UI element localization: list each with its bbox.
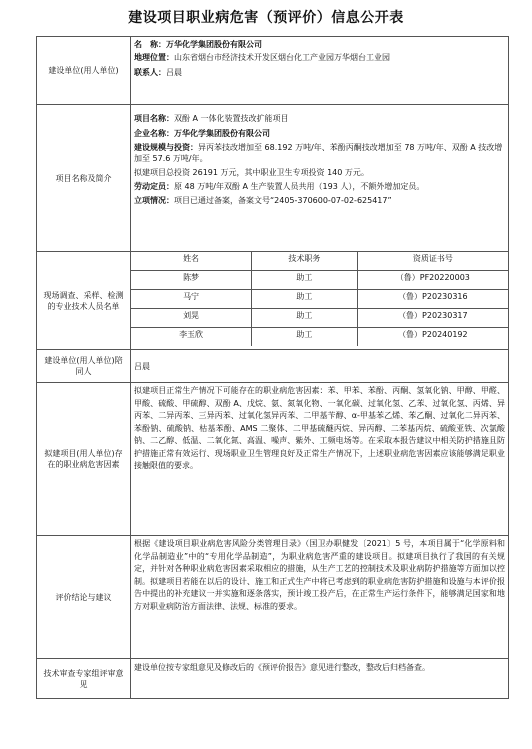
hazards-row bbox=[37, 383, 509, 536]
project-approval-value: 项目已通过备案，备案文号“2405-370600-07-02-625417” bbox=[174, 196, 392, 205]
staff-name: 马宁 bbox=[131, 290, 252, 309]
project-row bbox=[37, 105, 509, 252]
hazards-text: 拟建项目正常生产情况下可能存在的职业病危害因素：苯、甲苯、苯酚、丙酮、氢氧化钠、甲醇、甲醛、甲酸、硫酸、甲硫醇、双酚 A、戊烷、氨、氮氧化物、一氧化碳、过氧化氢、乙苯、过氧化氢、丙烯、异丙苯、二异丙苯、三异丙苯、过氧化氢异丙苯、二甲基苄醇、α-甲基苯乙烯、苯乙酮、过氧化二异丙苯、苯酚钠、硫酸钠、枯基苯酚、AMS 二聚体、二甲基硫醚丙烷、异丙醇、二苯基丙烷、硫酸亚铁、次氯酸钠、二乙醇、低温、二氧化氮、高温、噪声、紫外、工频电场等。在采取本报告建议中相关防护措施且防护措施正常有效运行、现场职业卫生管理良好及正常生产情况下，上述职业病危害因素应该能够满足职业接触限值的要求。 bbox=[131, 383, 509, 536]
unit-address-value: 山东省烟台市经济技术开发区烟台化工产业园万华烟台工业园 bbox=[174, 53, 390, 62]
project-name-line bbox=[134, 113, 505, 124]
staff-label: 现场调查、采样、检测的专业技术人员名单 bbox=[37, 252, 131, 350]
staff-cert: （鲁）P20230316 bbox=[357, 290, 508, 309]
unit-address-key: 地理位置： bbox=[134, 53, 174, 62]
staff-cert: （鲁）P20230317 bbox=[357, 309, 508, 328]
project-name-value: 双酚 A 一体化装置技改扩能项目 bbox=[174, 114, 289, 123]
unit-name-key: 名 称： bbox=[134, 40, 166, 49]
escort-row bbox=[37, 350, 509, 383]
page-title: 建设项目职业病危害（预评价）信息公开表 bbox=[128, 10, 404, 26]
unit-name-value: 万华化学集团股份有限公司 bbox=[166, 40, 262, 49]
staff-name: 刘晃 bbox=[131, 309, 252, 328]
staff-header-title: 技术职务 bbox=[252, 252, 358, 271]
escort-label: 建设单位(用人单位)陪同人 bbox=[37, 350, 131, 383]
staff-title: 助工 bbox=[252, 290, 358, 309]
project-enterprise-key: 企业名称： bbox=[134, 129, 174, 138]
unit-contact-value: 吕晨 bbox=[166, 68, 182, 77]
project-label: 项目名称及简介 bbox=[37, 105, 131, 252]
staff-cell bbox=[131, 252, 509, 350]
hazards-label: 拟建项目(用人单位)存在的职业病危害因素 bbox=[37, 383, 131, 536]
project-name-key: 项目名称： bbox=[134, 114, 174, 123]
project-scale-value: 异丙苯技改增加至 68.192 万吨/年、苯酚丙酮技改增加至 78 万吨/年、双酚 A 技改增加至 57.6 万吨/年。 bbox=[134, 143, 503, 163]
project-cell bbox=[131, 105, 509, 252]
project-approval-key: 立项情况： bbox=[134, 196, 174, 205]
staff-name: 陈梦 bbox=[131, 271, 252, 290]
review-row bbox=[37, 659, 509, 699]
unit-address-line bbox=[134, 52, 505, 63]
conclusion-text: 根据《建设项目职业病危害风险分类管理目录》（国卫办职健发〔2021〕5 号，本项目属于“化学原料和化学品制造业”中的“专用化学品制造”，为职业病危害严重的建设项目。拟建项目执行了我国的有关规定，并针对各种职业病危害因素采取相应的措施，从生产工艺的控制技术及职业病防护措施等方面加以控制。拟建项目若能在以后的设计、施工和正式生产中将已考虑到的职业病危害防护措施和设施与本评价报告中提出的补充建议一并实施和逐条落实，预计竣工投产后，在正常生产运行条件下，能够满足国家和地方对职业病防治方面法律、法规、标准的要求。 bbox=[131, 536, 509, 659]
info-table bbox=[36, 36, 509, 699]
unit-row bbox=[37, 37, 509, 105]
conclusion-row bbox=[37, 536, 509, 659]
staff-row-item bbox=[131, 309, 508, 328]
project-labor-line bbox=[134, 181, 505, 192]
unit-contact-key: 联系人： bbox=[134, 68, 166, 77]
staff-title: 助工 bbox=[252, 328, 358, 347]
staff-header-row bbox=[131, 252, 508, 271]
staff-cert: （鲁）PF20220003 bbox=[357, 271, 508, 290]
staff-row-item bbox=[131, 328, 508, 347]
project-scale-key: 建设规模与投资： bbox=[134, 143, 198, 152]
staff-title: 助工 bbox=[252, 271, 358, 290]
conclusion-label: 评价结论与建议 bbox=[37, 536, 131, 659]
staff-table bbox=[131, 252, 508, 346]
project-approval-line bbox=[134, 195, 505, 206]
staff-header-name: 姓名 bbox=[131, 252, 252, 271]
unit-label: 建设单位(用人单位) bbox=[37, 37, 131, 105]
staff-header-cert: 资质证书号 bbox=[357, 252, 508, 271]
review-label: 技术审查专家组评审意见 bbox=[37, 659, 131, 699]
staff-name: 李玉欣 bbox=[131, 328, 252, 347]
project-enterprise-line bbox=[134, 128, 505, 139]
escort-value: 吕晨 bbox=[131, 350, 509, 383]
staff-cert: （鲁）P20240192 bbox=[357, 328, 508, 347]
staff-title: 助工 bbox=[252, 309, 358, 328]
staff-row-item bbox=[131, 290, 508, 309]
project-scale-line bbox=[134, 142, 505, 164]
unit-contact-line bbox=[134, 67, 505, 78]
review-text: 建设单位按专家组意见及修改后的《预评价报告》意见进行整改，整改后归档备查。 bbox=[131, 659, 509, 699]
project-investment-line: 拟建项目总投资 26191 万元，其中职业卫生专项投资 140 万元。 bbox=[134, 168, 369, 177]
project-labor-key: 劳动定员： bbox=[134, 182, 174, 191]
unit-cell bbox=[131, 37, 509, 105]
staff-row-item bbox=[131, 271, 508, 290]
unit-name-line bbox=[134, 39, 505, 50]
project-enterprise-value: 万华化学集团股份有限公司 bbox=[174, 129, 270, 138]
project-labor-value: 原 48 万吨/年双酚 A 生产装置人员共用（193 人），不额外增加定员。 bbox=[174, 182, 425, 191]
staff-row bbox=[37, 252, 509, 350]
